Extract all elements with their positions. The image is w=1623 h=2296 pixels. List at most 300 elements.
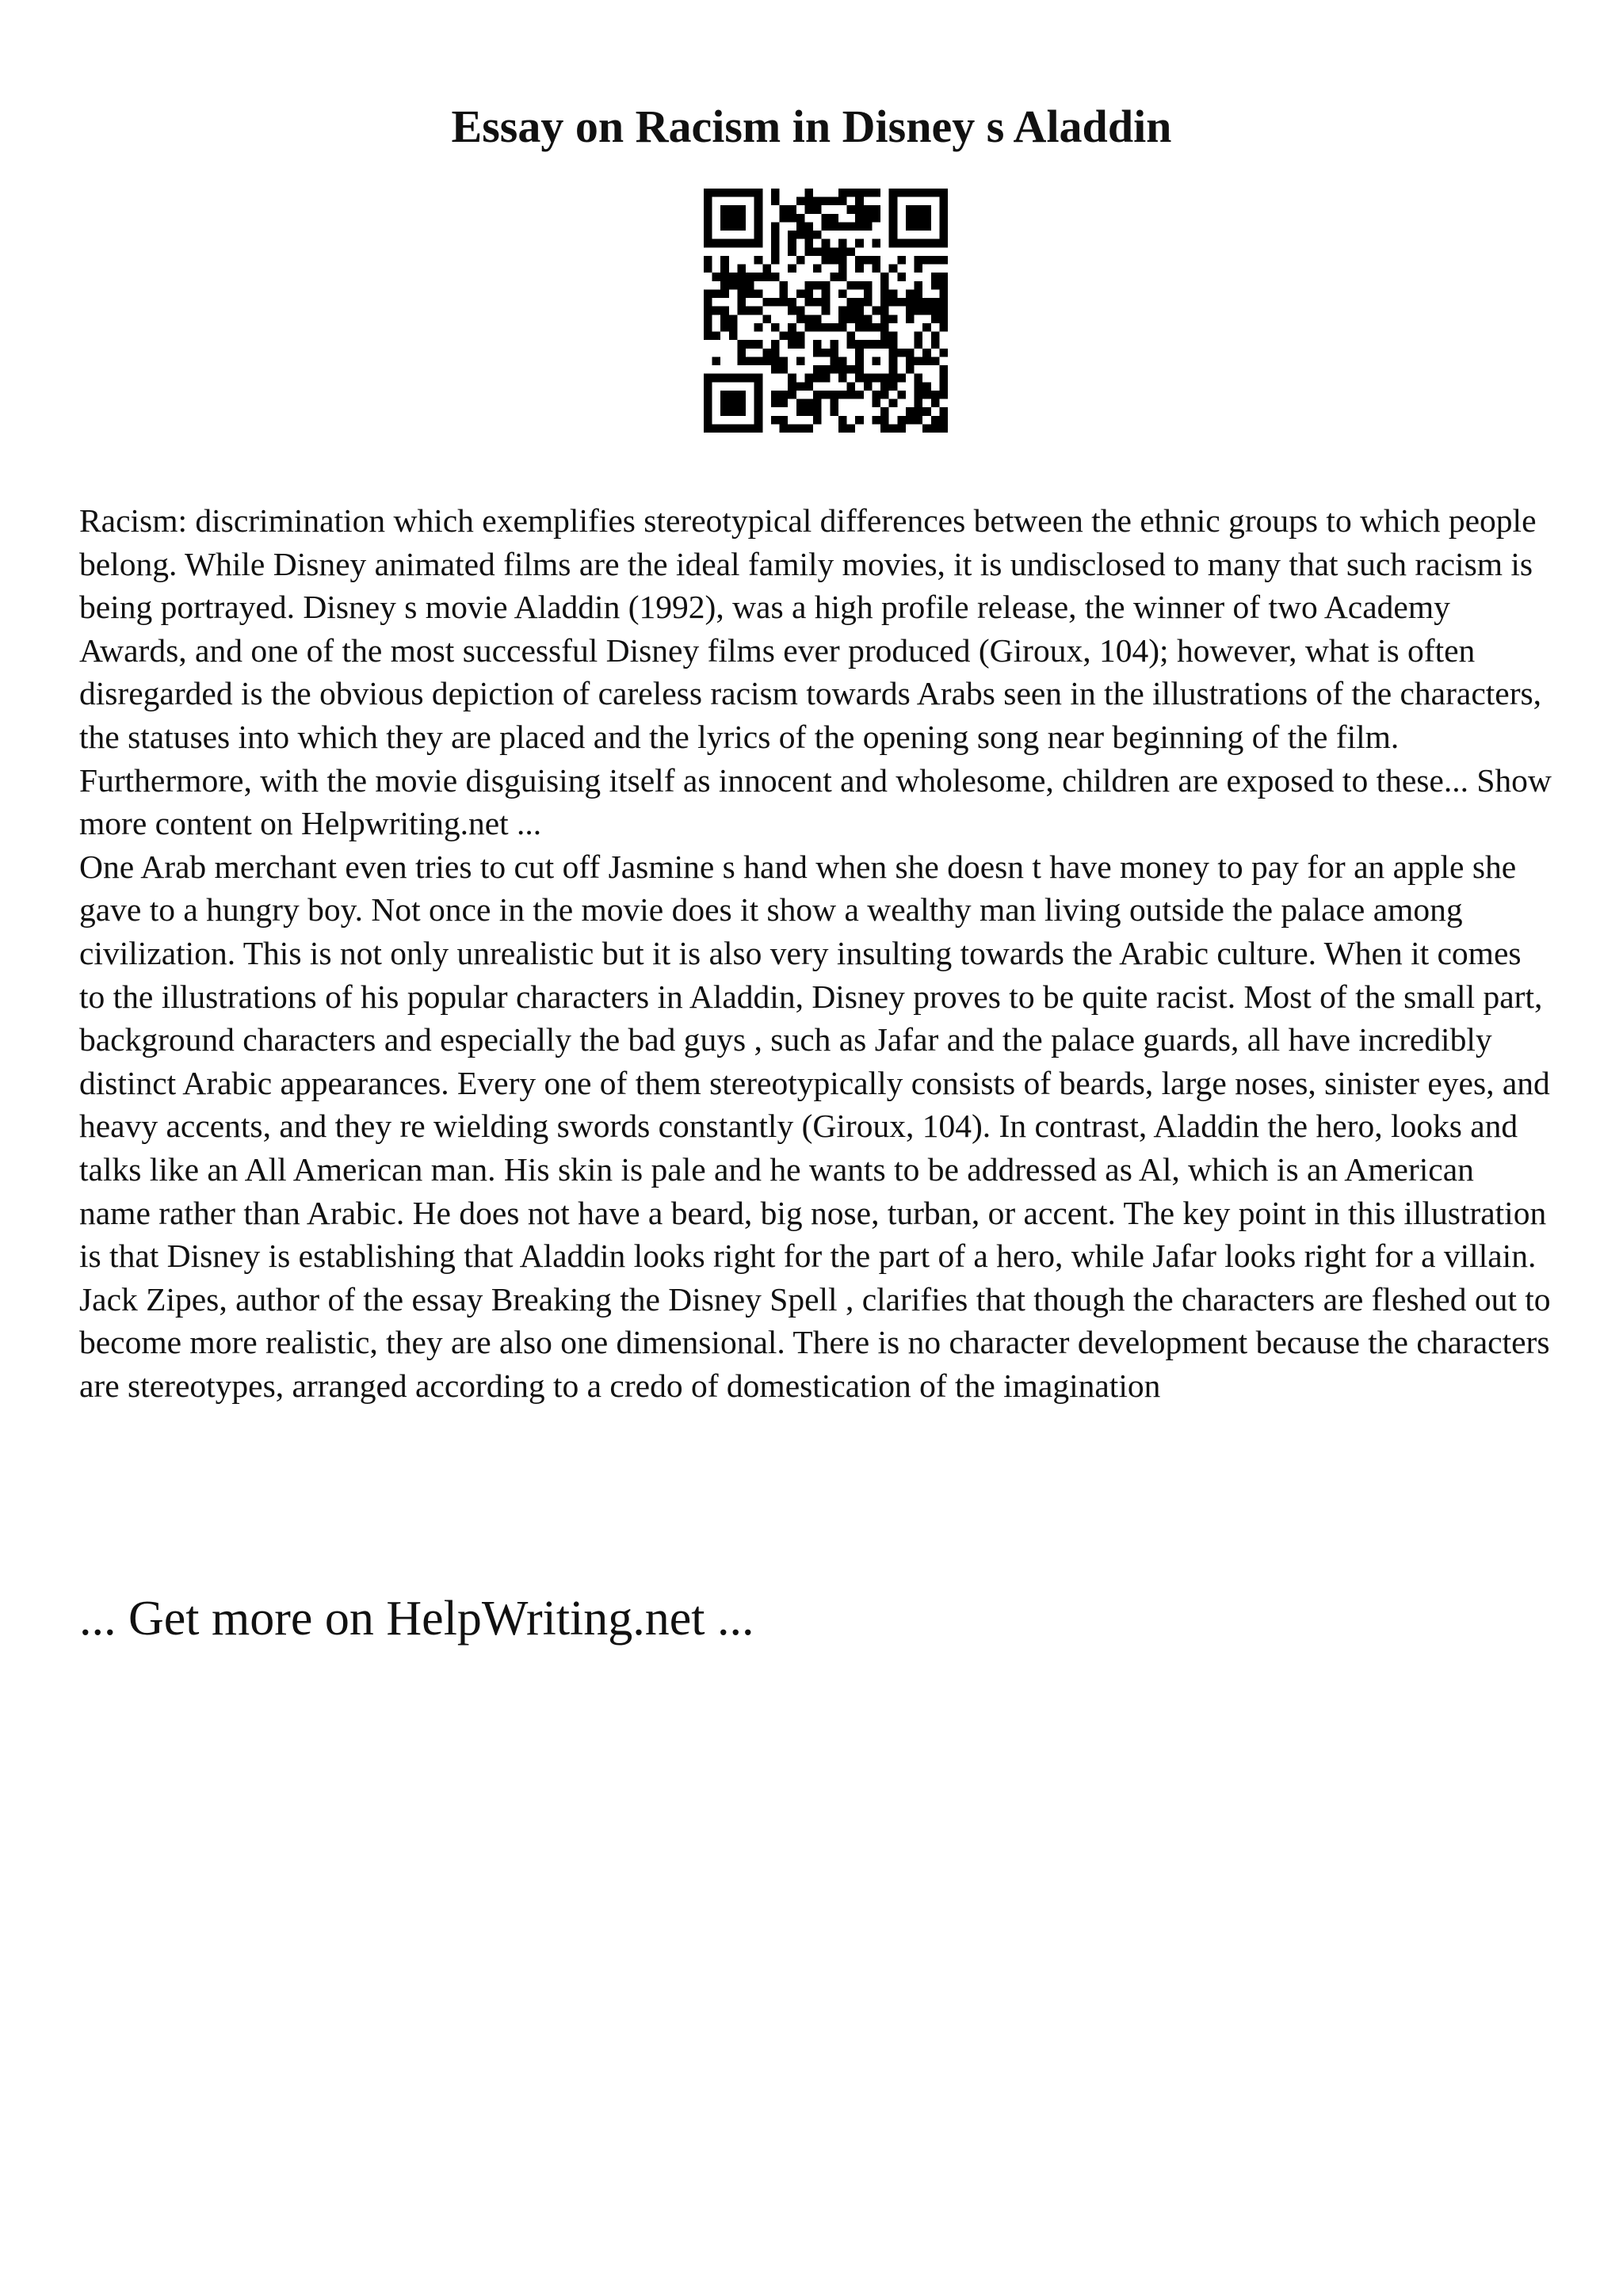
get-more-link[interactable]: ... Get more on HelpWriting.net ... <box>79 1592 754 1646</box>
qr-module <box>931 391 940 399</box>
qr-module <box>704 205 712 214</box>
qr-module <box>872 391 880 399</box>
qr-module <box>737 374 746 383</box>
qr-module <box>813 281 822 290</box>
qr-module <box>855 214 864 223</box>
qr-module <box>939 407 948 416</box>
qr-module <box>822 391 831 399</box>
qr-module <box>796 197 805 206</box>
qr-module <box>822 374 831 383</box>
qr-module <box>788 265 796 273</box>
qr-module <box>915 289 923 298</box>
qr-module <box>720 391 729 399</box>
qr-module <box>897 424 906 433</box>
qr-module <box>712 332 721 341</box>
qr-module <box>847 315 856 323</box>
qr-module <box>796 214 805 223</box>
qr-module <box>746 357 754 365</box>
qr-module <box>780 289 789 298</box>
qr-module <box>889 298 898 307</box>
qr-module <box>712 273 721 281</box>
qr-module <box>931 416 940 425</box>
qr-module <box>729 315 738 323</box>
qr-module <box>915 214 923 223</box>
qr-module <box>864 315 873 323</box>
qr-module <box>704 239 712 248</box>
qr-module <box>872 307 880 315</box>
qr-module <box>872 374 880 383</box>
qr-module <box>737 307 746 315</box>
qr-module <box>922 239 931 248</box>
qr-module <box>931 256 940 265</box>
qr-module <box>796 332 805 341</box>
qr-module <box>720 399 729 408</box>
qr-module <box>847 332 856 341</box>
qr-module <box>855 323 864 332</box>
qr-module <box>754 289 763 298</box>
qr-module <box>754 399 763 408</box>
qr-module <box>822 239 831 248</box>
qr-module <box>939 197 948 206</box>
qr-module <box>830 407 838 416</box>
qr-module <box>796 307 805 315</box>
qr-module <box>855 391 864 399</box>
qr-module <box>737 349 746 357</box>
qr-module <box>822 214 831 223</box>
qr-module <box>855 357 864 365</box>
qr-module <box>788 307 796 315</box>
qr-module <box>813 340 822 349</box>
qr-module <box>906 416 915 425</box>
qr-module <box>712 374 721 383</box>
qr-module <box>915 416 923 425</box>
qr-module <box>915 205 923 214</box>
qr-module <box>889 222 898 231</box>
qr-module <box>939 273 948 281</box>
qr-module <box>922 214 931 223</box>
qr-module <box>872 399 880 408</box>
qr-module <box>737 281 746 290</box>
qr-module <box>737 222 746 231</box>
qr-module <box>922 424 931 433</box>
qr-module <box>720 374 729 383</box>
qr-module <box>855 239 864 248</box>
qr-module <box>838 365 847 374</box>
qr-module <box>780 391 789 399</box>
qr-module <box>889 214 898 223</box>
qr-module <box>855 205 864 214</box>
qr-module <box>889 424 898 433</box>
qr-module <box>737 424 746 433</box>
qr-module <box>754 256 763 265</box>
qr-module <box>813 265 822 273</box>
qr-module <box>754 323 763 332</box>
qr-module <box>729 273 738 281</box>
qr-module <box>737 391 746 399</box>
qr-module <box>939 365 948 374</box>
qr-module <box>712 189 721 197</box>
qr-module <box>822 247 831 256</box>
qr-module <box>906 307 915 315</box>
qr-module <box>864 374 873 383</box>
qr-module <box>796 382 805 391</box>
qr-module <box>915 281 923 290</box>
qr-module <box>754 231 763 239</box>
qr-module <box>922 307 931 315</box>
qr-module <box>720 214 729 223</box>
qr-module <box>889 365 898 374</box>
qr-module <box>830 323 838 332</box>
qr-module <box>864 340 873 349</box>
qr-module <box>889 374 898 383</box>
qr-module <box>788 239 796 248</box>
qr-module <box>712 424 721 433</box>
qr-module <box>838 323 847 332</box>
qr-module <box>737 205 746 214</box>
qr-module <box>922 357 931 365</box>
qr-module <box>729 239 738 248</box>
qr-module <box>754 382 763 391</box>
qr-module <box>813 349 822 357</box>
qr-module <box>855 222 864 231</box>
qr-module <box>838 307 847 315</box>
essay-body <box>79 499 1553 1407</box>
qr-module <box>804 197 813 206</box>
qr-module <box>830 365 838 374</box>
qr-module <box>796 289 805 298</box>
qr-module <box>754 239 763 248</box>
qr-module <box>704 265 712 273</box>
qr-module <box>804 289 813 298</box>
qr-module <box>780 424 789 433</box>
qr-module <box>720 307 729 315</box>
qr-module <box>771 323 780 332</box>
qr-module <box>704 315 712 323</box>
qr-module <box>704 391 712 399</box>
qr-module <box>788 332 796 341</box>
qr-module <box>771 399 780 408</box>
qr-module <box>771 231 780 239</box>
qr-module <box>939 307 948 315</box>
qr-module <box>880 374 889 383</box>
qr-module <box>838 391 847 399</box>
qr-module <box>939 349 948 357</box>
qr-module <box>922 323 931 332</box>
qr-module <box>813 231 822 239</box>
qr-module <box>704 407 712 416</box>
qr-module <box>804 382 813 391</box>
qr-module <box>855 365 864 374</box>
qr-module <box>838 315 847 323</box>
qr-module <box>771 222 780 231</box>
qr-module <box>880 323 889 332</box>
qr-module <box>780 281 789 290</box>
qr-module <box>889 399 898 408</box>
qr-module <box>838 357 847 365</box>
qr-module <box>855 197 864 206</box>
qr-module <box>872 256 880 265</box>
qr-module <box>889 357 898 365</box>
qr-module <box>737 273 746 281</box>
qr-module <box>804 239 813 248</box>
qr-module <box>906 239 915 248</box>
qr-module <box>931 307 940 315</box>
qr-module <box>804 205 813 214</box>
qr-module <box>780 365 789 374</box>
qr-module <box>771 197 780 206</box>
qr-module <box>796 357 805 365</box>
qr-module <box>889 197 898 206</box>
qr-module <box>813 407 822 416</box>
essay-paragraph-2: One Arab merchant even tries to cut off Jasmine s hand when she doesn t have money to pay for an apple she gave to a hungry boy. Not once in the movie does it show a wealthy man living outside the palace among civilization. This is not only unrealistic but it is also very insulting towards the Arabic culture. When it comes to the illustrations of his popular characters in Aladdin, Disney proves to be quite racist. Most of the small part, background characters and especially the bad guys , such as Jafar and the palace guards, all have incredibly distinct Arabic appearances. Every one of them stereotypically consists of beards, large noses, sinister eyes, and heavy accents, and they re wielding swords constantly (Giroux, 104). In contrast, Aladdin the hero, looks and talks like an All American man. His skin is pale and he wants to be addressed as Al, which is an American name rather than Arabic. He does not have a beard, big nose, turban, or accent. The key point in this illustration is that Disney is establishing that Aladdin looks right for the part of a hero, while Jafar looks right for a villain. Jack Zipes, author of the essay Breaking the Disney Spell , clarifies that though the characters are fleshed out to become more realistic, they are also one dimensional. There is no character development because the characters are stereotypes, arranged according to a credo of domestication of the imagination <box>79 848 1551 1404</box>
qr-module <box>704 256 712 265</box>
qr-module <box>897 189 906 197</box>
qr-module <box>822 307 831 315</box>
qr-module <box>720 424 729 433</box>
qr-module <box>780 399 789 408</box>
qr-module <box>897 374 906 383</box>
qr-module <box>771 416 780 425</box>
qr-module <box>830 349 838 357</box>
qr-module <box>704 197 712 206</box>
qr-module <box>729 399 738 408</box>
qr-module <box>804 374 813 383</box>
qr-module <box>737 214 746 223</box>
qr-module <box>822 256 831 265</box>
qr-module <box>796 256 805 265</box>
qr-module <box>771 298 780 307</box>
qr-module <box>838 424 847 433</box>
qr-module <box>847 281 856 290</box>
qr-module <box>771 239 780 248</box>
qr-module <box>838 197 847 206</box>
qr-module <box>931 424 940 433</box>
qr-module <box>729 323 738 332</box>
qr-module <box>939 323 948 332</box>
qr-module <box>915 307 923 315</box>
qr-module <box>880 298 889 307</box>
qr-module <box>939 298 948 307</box>
qr-module <box>915 340 923 349</box>
qr-module <box>897 349 906 357</box>
qr-module <box>906 315 915 323</box>
qr-module <box>830 214 838 223</box>
qr-module <box>704 424 712 433</box>
qr-module <box>720 205 729 214</box>
qr-module <box>897 256 906 265</box>
qr-module <box>804 231 813 239</box>
qr-module <box>704 416 712 425</box>
qr-module <box>889 315 898 323</box>
qr-module <box>754 416 763 425</box>
qr-module <box>855 265 864 273</box>
qr-module <box>847 424 856 433</box>
qr-module <box>939 416 948 425</box>
qr-module <box>880 307 889 315</box>
qr-module <box>830 340 838 349</box>
qr-module <box>872 323 880 332</box>
qr-module <box>704 222 712 231</box>
qr-module <box>746 289 754 298</box>
qr-module <box>906 407 915 416</box>
qr-module <box>931 281 940 290</box>
qr-module <box>915 391 923 399</box>
qr-module <box>906 357 915 365</box>
qr-module <box>922 349 931 357</box>
qr-module <box>771 256 780 265</box>
qr-module <box>939 382 948 391</box>
qr-module <box>704 298 712 307</box>
qr-module <box>922 382 931 391</box>
qr-module <box>880 332 889 341</box>
qr-module <box>813 416 822 425</box>
qr-module <box>780 332 789 341</box>
qr-module <box>720 407 729 416</box>
qr-module <box>838 189 847 197</box>
qr-module <box>762 273 771 281</box>
qr-module <box>847 340 856 349</box>
qr-module <box>830 222 838 231</box>
qr-module <box>754 273 763 281</box>
qr-module <box>804 247 813 256</box>
qr-module <box>737 265 746 273</box>
qr-module <box>813 197 822 206</box>
qr-module <box>855 416 864 425</box>
qr-module <box>906 289 915 298</box>
qr-module <box>754 391 763 399</box>
qr-module <box>847 391 856 399</box>
qr-module <box>830 247 838 256</box>
qr-module <box>855 256 864 265</box>
qr-module <box>796 231 805 239</box>
qr-module <box>780 205 789 214</box>
qr-module <box>762 265 771 273</box>
qr-module <box>880 416 889 425</box>
qr-module <box>939 189 948 197</box>
qr-module <box>915 332 923 341</box>
qr-module <box>737 357 746 365</box>
qr-module <box>838 416 847 425</box>
qr-module <box>780 298 789 307</box>
qr-module <box>906 349 915 357</box>
qr-module <box>822 298 831 307</box>
qr-module <box>931 332 940 341</box>
qr-module <box>788 340 796 349</box>
qr-module <box>804 424 813 433</box>
qr-module <box>931 399 940 408</box>
qr-module <box>746 273 754 281</box>
qr-module <box>915 256 923 265</box>
qr-module <box>855 281 864 290</box>
qr-module <box>915 399 923 408</box>
qr-module <box>822 365 831 374</box>
qr-module <box>780 416 789 425</box>
qr-module <box>737 340 746 349</box>
qr-module <box>838 265 847 273</box>
qr-module <box>754 222 763 231</box>
qr-module <box>922 205 931 214</box>
qr-module <box>838 289 847 298</box>
qr-module <box>804 323 813 332</box>
qr-module <box>762 357 771 365</box>
qr-module <box>762 349 771 357</box>
qr-module <box>804 281 813 290</box>
qr-module <box>915 374 923 383</box>
qr-module <box>906 298 915 307</box>
qr-module <box>704 214 712 223</box>
qr-module <box>704 399 712 408</box>
qr-module <box>855 189 864 197</box>
qr-module <box>746 239 754 248</box>
qr-module <box>754 214 763 223</box>
qr-module <box>897 298 906 307</box>
qr-module <box>771 391 780 399</box>
qr-module <box>847 382 856 391</box>
qr-module <box>915 382 923 391</box>
qr-module <box>729 391 738 399</box>
qr-module <box>897 416 906 425</box>
qr-module <box>788 231 796 239</box>
qr-module <box>922 256 931 265</box>
qr-module <box>704 189 712 197</box>
qr-module <box>864 222 873 231</box>
qr-module <box>939 289 948 298</box>
qr-module <box>855 340 864 349</box>
qr-module <box>922 189 931 197</box>
qr-module <box>939 222 948 231</box>
qr-module <box>830 357 838 365</box>
qr-module <box>788 424 796 433</box>
qr-module <box>915 189 923 197</box>
qr-module <box>855 374 864 383</box>
qr-module <box>855 307 864 315</box>
qr-module <box>813 323 822 332</box>
qr-module <box>847 247 856 256</box>
qr-module <box>906 222 915 231</box>
qr-module <box>915 357 923 365</box>
qr-module <box>788 205 796 214</box>
qr-module <box>922 391 931 399</box>
qr-module <box>754 189 763 197</box>
qr-module <box>754 197 763 206</box>
qr-module <box>830 197 838 206</box>
qr-module <box>796 340 805 349</box>
document-title: Essay on Racism in Disney s Aladdin <box>451 101 1172 152</box>
qr-module <box>788 323 796 332</box>
qr-module <box>864 289 873 298</box>
qr-module <box>939 231 948 239</box>
qr-module <box>762 298 771 307</box>
qr-module <box>872 265 880 273</box>
qr-module <box>906 189 915 197</box>
qr-module <box>931 357 940 365</box>
qr-module <box>939 256 948 265</box>
qr-module <box>915 239 923 248</box>
qr-module <box>804 189 813 197</box>
qr-module <box>939 315 948 323</box>
qr-module <box>813 374 822 383</box>
qr-module <box>939 281 948 290</box>
qr-module <box>864 323 873 332</box>
qr-module <box>872 239 880 248</box>
qr-module <box>880 289 889 298</box>
qr-module <box>897 273 906 281</box>
qr-module <box>746 340 754 349</box>
qr-module <box>746 374 754 383</box>
qr-module <box>931 189 940 197</box>
qr-module <box>847 222 856 231</box>
qr-module <box>830 391 838 399</box>
